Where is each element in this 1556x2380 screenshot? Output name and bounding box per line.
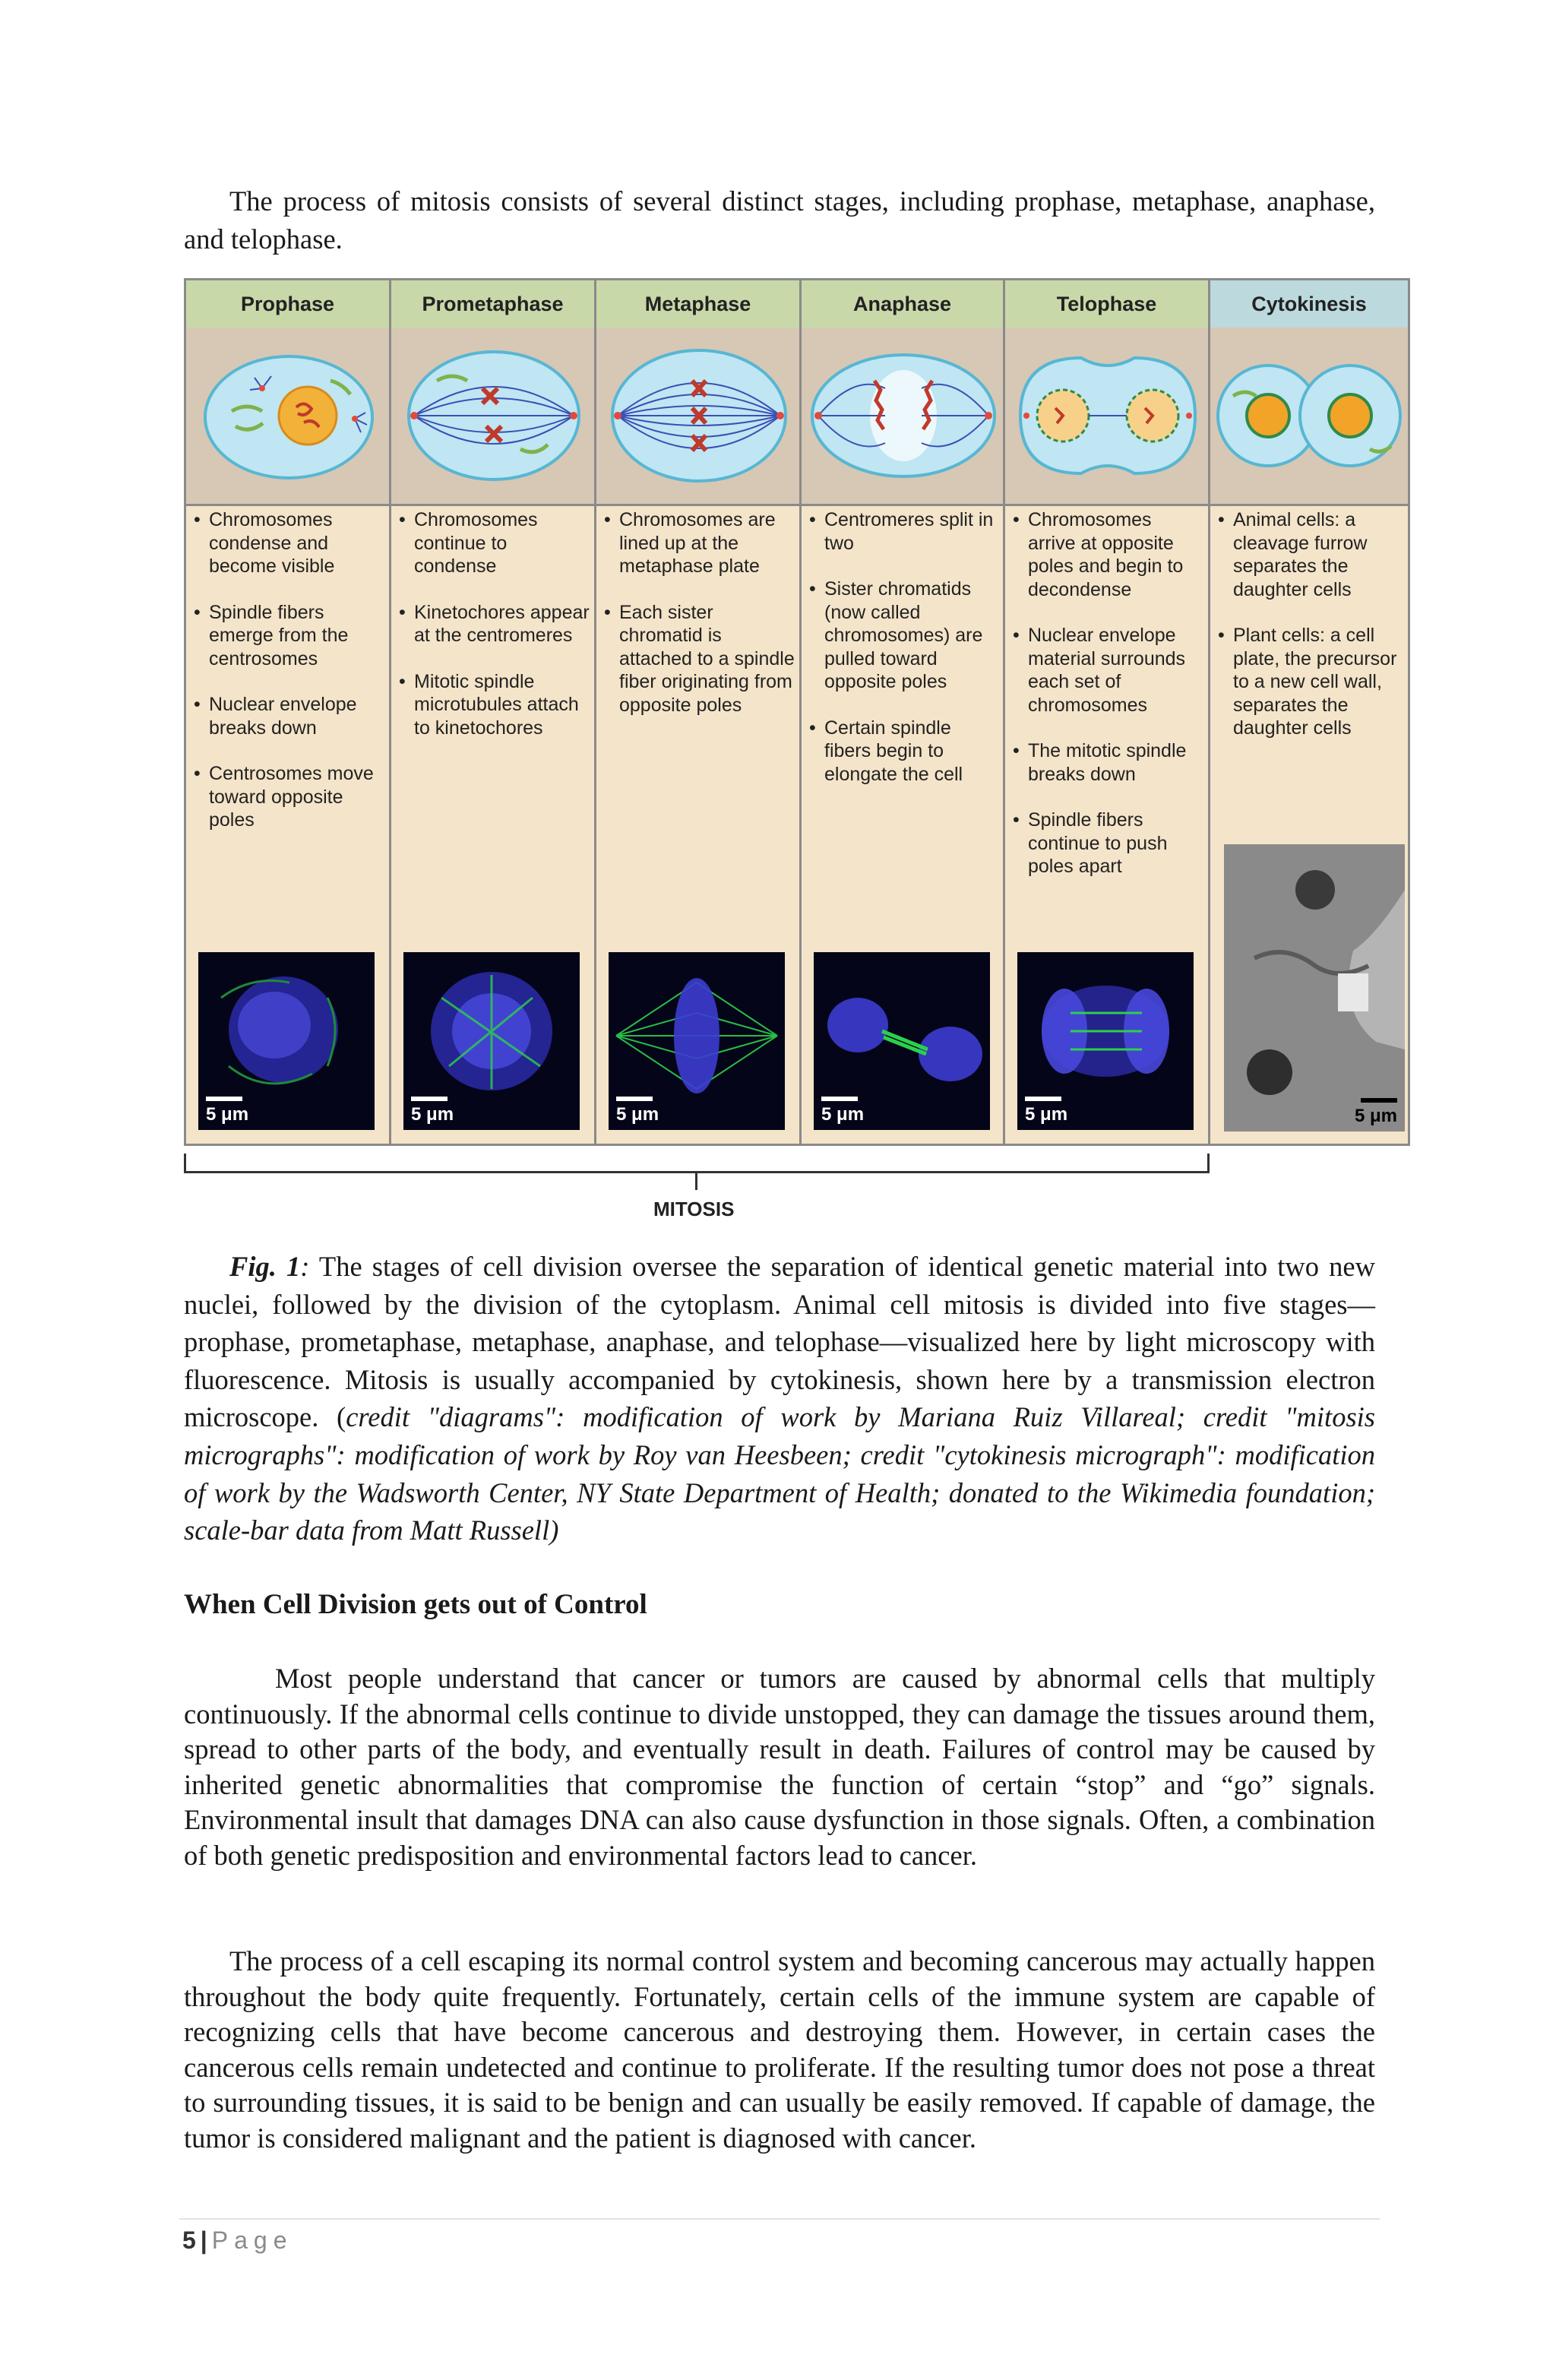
stage-title: Prometaphase — [391, 280, 594, 330]
stage-bullet: • Chromosomes continue to condense — [397, 508, 590, 578]
stage-bullet: • Mitotic spindle microtubules attach to kinetochores — [397, 670, 590, 740]
caption-text: The stages of cell division oversee the separation of identical genetic material into two new nuclei, followed by the division of the cytoplasm. Animal cell mitosis is divided into five stages—prophase, prometaphase, metaphase, anaphase, and telophase—visualized here by light microscopy with fluorescence. Mitosis is usually accompanied by cytokinesis, shown here by a transmission electron microscope. ( — [184, 1251, 1375, 1433]
footer-separator: | — [200, 2227, 207, 2254]
stage-bullet: • Plant cells: a cell plate, the precursor to a new cell wall, separates the daughter cells — [1216, 624, 1403, 740]
stage-title: Cytokinesis — [1210, 280, 1408, 330]
stage-bullet: • Chromosomes are lined up at the metaphase plate — [602, 508, 795, 578]
cytokinesis-micrograph — [1224, 844, 1405, 1131]
telophase-diagram — [1005, 328, 1208, 506]
anaphase-diagram — [802, 328, 1003, 506]
figure-caption — [184, 1248, 1375, 1549]
page-footer — [182, 2227, 293, 2255]
stage-bullet: • Spindle fibers emerge from the centrosomes — [192, 601, 384, 671]
stage-title: Prophase — [186, 280, 389, 330]
prometaphase-micrograph — [403, 952, 580, 1130]
page-number: 5 — [182, 2227, 196, 2254]
stage-column-telophase — [1005, 280, 1210, 1144]
figure-label-colon: : — [300, 1251, 310, 1282]
mitosis-bracket — [184, 1154, 1210, 1173]
stage-bullet: • Animal cells: a cleavage furrow separates the daughter cells — [1216, 508, 1403, 601]
scale-bar: 5 μm — [616, 1097, 659, 1125]
stage-bullet: • Nuclear envelope material surrounds each set of chromosomes — [1011, 624, 1203, 717]
stage-bullet: • Chromosomes arrive at opposite poles and begin to decondense — [1011, 508, 1203, 601]
telophase-micrograph — [1017, 952, 1194, 1130]
stage-column-prometaphase — [391, 280, 596, 1144]
stage-bullet: • Centromeres split in two — [808, 508, 998, 555]
stage-title: Metaphase — [596, 280, 799, 330]
mitosis-label: MITOSIS — [653, 1198, 735, 1220]
intro-paragraph: The process of mitosis consists of several distinct stages, including prophase, metaphase, anaphase, and telophase. — [184, 185, 1375, 255]
stage-bullet: • Certain spindle fibers begin to elongate the cell — [808, 717, 998, 786]
cytokinesis-diagram — [1210, 328, 1408, 506]
caption-credit: credit "diagrams": modification of work by Mariana Ruiz Villareal; credit "mitosis micrographs": modification of work by Roy van Heesbeen; credit "cytokinesis micrograph": modification of work by the Wadsworth Center, NY State Department of Health; donated to the Wikimedia foundation; scale-bar data from Matt Russell) — [184, 1401, 1375, 1546]
stage-bullet: • Nuclear envelope breaks down — [192, 693, 384, 739]
stage-title: Anaphase — [802, 280, 1003, 330]
prophase-micrograph — [198, 952, 375, 1130]
mitosis-bracket-tick — [695, 1173, 697, 1190]
metaphase-diagram — [596, 328, 799, 506]
scale-bar: 5 μm — [206, 1097, 248, 1125]
prometaphase-diagram — [391, 328, 594, 506]
stage-bullet: • Sister chromatids (now called chromosomes) are pulled toward opposite poles — [808, 578, 998, 694]
stage-bullet: • Chromosomes condense and become visible — [192, 508, 384, 578]
anaphase-micrograph — [814, 952, 990, 1130]
footer-divider — [179, 2218, 1380, 2220]
mitosis-figure — [184, 278, 1410, 1146]
stage-bullet: • Centrosomes move toward opposite poles — [192, 762, 384, 832]
stage-column-anaphase — [802, 280, 1005, 1144]
stage-bullet: • Each sister chromatid is attached to a spindle fiber originating from opposite poles — [602, 601, 795, 717]
page-word: Page — [211, 2227, 293, 2254]
scale-bar: 5 μm — [1025, 1097, 1067, 1125]
section-heading: When Cell Division gets out of Control — [184, 1589, 647, 1620]
stage-column-prophase — [186, 280, 391, 1144]
scale-bar: 5 μm — [411, 1097, 454, 1125]
stage-column-cytokinesis — [1210, 280, 1408, 1144]
scale-bar: 5 μm — [1355, 1098, 1397, 1127]
stage-column-metaphase — [596, 280, 802, 1144]
prophase-diagram — [186, 328, 389, 506]
stage-bullet: • Kinetochores appear at the centromeres — [397, 601, 590, 647]
scale-bar: 5 μm — [821, 1097, 864, 1125]
stage-bullet: • The mitotic spindle breaks down — [1011, 739, 1203, 786]
stage-bullet: • Spindle fibers continue to push poles apart — [1011, 809, 1203, 878]
stage-title: Telophase — [1005, 280, 1208, 330]
body-paragraph-2: The process of a cell escaping its normal control system and becoming cancerous may actually happen throughout the body quite frequently. Fortunately, certain cells of the immune system are capable of recognizing cells that have become cancerous and destroying them. However, in certain cases the cancerous cells remain undetected and continue to proliferate. If the resulting tumor does not pose a threat to surrounding tissues, it is said to be benign and can usually be easily removed. If capable of damage, the tumor is considered malignant and the patient is diagnosed with cancer. — [184, 1945, 1375, 2154]
body-paragraph-1: Most people understand that cancer or tumors are caused by abnormal cells that multiply continuously. If the abnormal cells continue to divide unstopped, they can damage the tissues around them, spread to other parts of the body, and eventually result in death. Failures of control may be caused by inherited genetic abnormalities that compromise the function of certain “stop” and “go” signals. Environmental insult that damages DNA can also cause dysfunction in those signals. Often, a combination of both genetic predisposition and environmental factors lead to cancer. — [184, 1663, 1375, 1871]
figure-label: Fig. 1 — [229, 1251, 301, 1282]
metaphase-micrograph — [609, 952, 785, 1130]
